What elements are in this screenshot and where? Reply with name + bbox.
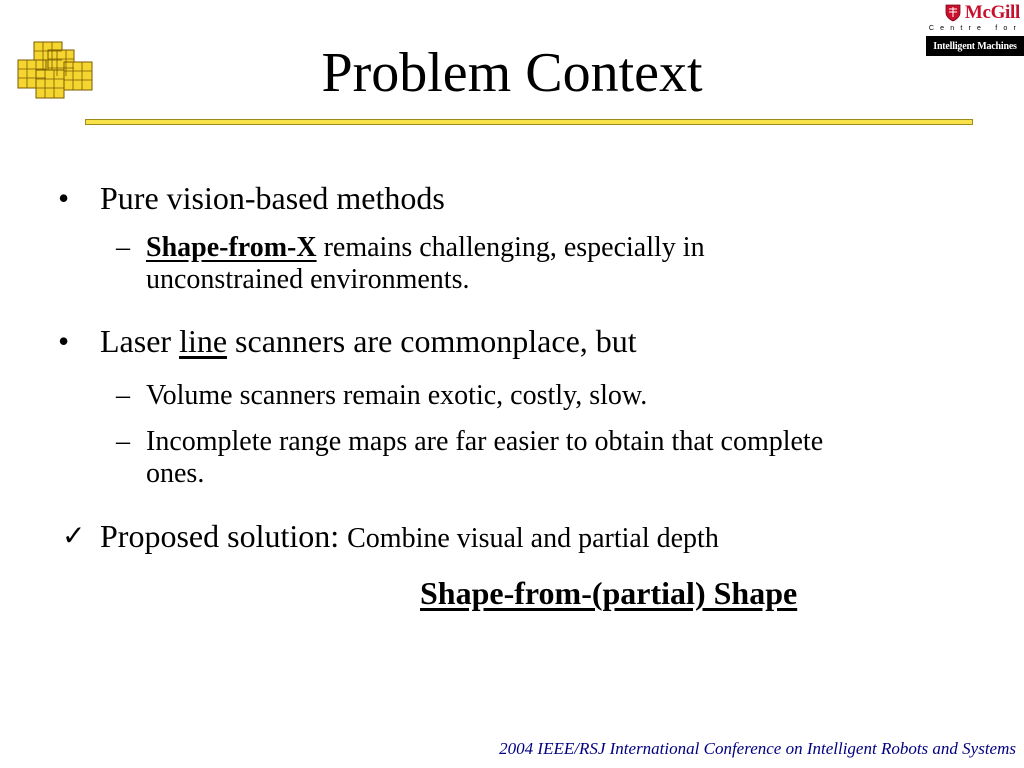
checkmark-icon: ✓ [62, 519, 86, 552]
mcgill-shield-icon [945, 4, 961, 22]
sub-bullet-1-1-cont: unconstrained environments. [146, 264, 470, 295]
mcgill-name: McGill [964, 2, 1020, 23]
bullet-dot-icon: • [58, 180, 70, 216]
sub-bullet-1-1-strong: Shape-from-X [146, 232, 317, 263]
mcgill-bar-text: Intelligent Machines [926, 36, 1024, 56]
bullet-3-lead: Proposed solution: [100, 518, 340, 554]
sub-bullet-2-2-text: Incomplete range maps are far easier to obtain that complete [146, 426, 824, 457]
bullet-3-text: Combine visual and partial depth [347, 523, 719, 554]
dash-icon: – [116, 426, 130, 457]
slide-title: Problem Context [321, 42, 703, 104]
dash-icon: – [116, 380, 130, 411]
footer-conference: 2004 IEEE/RSJ International Conference on Intelligent Robots and Systems [499, 739, 1016, 758]
bullet-2-underlined: line [179, 323, 228, 359]
sub-bullet-2-2-cont: ones. [146, 458, 205, 489]
dash-icon: – [116, 232, 130, 263]
sub-bullet-2-1-text: Volume scanners remain exotic, costly, slow. [146, 380, 648, 411]
bullet-1-text: Pure vision-based methods [100, 180, 445, 216]
bullet-dot-icon: • [58, 323, 70, 359]
sub-bullet-1-1-text: remains challenging, especially in [323, 232, 705, 263]
emphasis-line: Shape-from-(partial) Shape [420, 575, 798, 611]
mcgill-centre-text: Centre for [928, 25, 1022, 32]
bullet-2-pre: Laser [100, 323, 172, 359]
bullet-2-post: scanners are commonplace, but [235, 323, 637, 359]
title-divider [85, 119, 973, 125]
